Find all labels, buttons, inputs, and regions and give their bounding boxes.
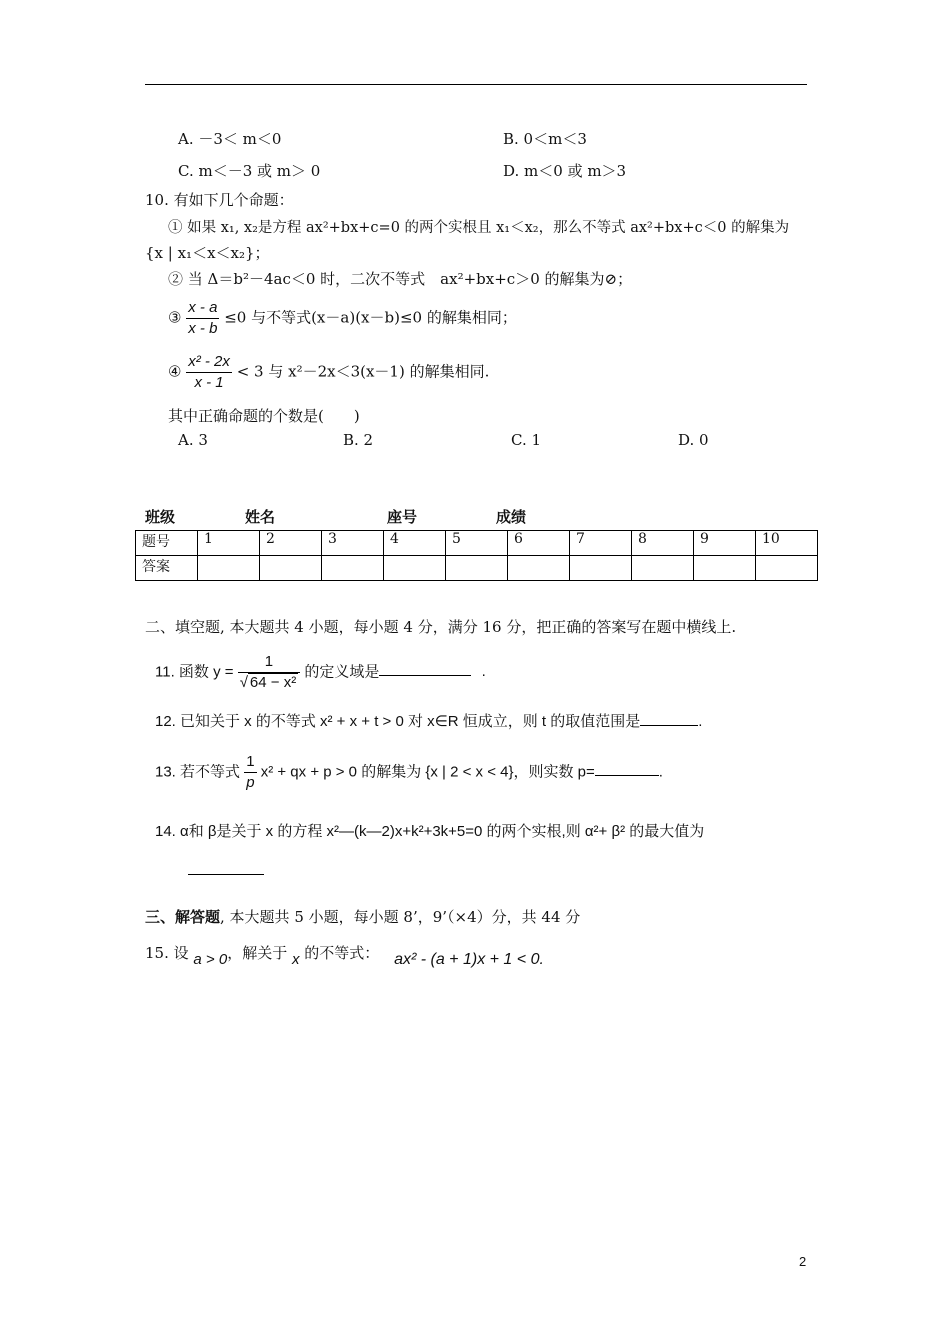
proposition-4-fraction — [186, 352, 232, 393]
question-number-cell: 7 — [570, 531, 632, 556]
q9-option-c: C. m＜－3 或 m＞ 0 — [178, 162, 321, 180]
fraction-numerator: x² - 2x — [186, 352, 232, 373]
page-number: 2 — [799, 1254, 807, 1269]
question-number-cell: 5 — [446, 531, 508, 556]
fraction-numerator: 1 — [238, 652, 301, 673]
question-number-cell: 9 — [694, 531, 756, 556]
answer-cell[interactable] — [384, 556, 446, 581]
q15-prefix: 15. 设 — [145, 944, 189, 962]
q10-proposition-3 — [168, 298, 517, 339]
q15-inequality: ax² - (a + 1)x + 1 < 0. — [394, 951, 544, 968]
row-head-question-number: 题号 — [136, 531, 198, 556]
question-number-cell: 6 — [508, 531, 570, 556]
question-number-cell: 1 — [198, 531, 260, 556]
q11-prefix: 11. 函数 y = — [155, 663, 234, 681]
fraction-denominator: √ 64 − x² — [239, 674, 297, 691]
question-number-cell: 2 — [260, 531, 322, 556]
q11-suffix: 的定义域是 — [304, 663, 380, 681]
q10-option-c: C. 1 — [511, 431, 542, 449]
proposition-4-text: < 3 与 x²－2x＜3(x－1) 的解集相同. — [236, 362, 490, 381]
q14-text: 14. α和 β是关于 x 的方程 x²—(k—2)x+k²+3k+5=0 的两个实根,则 α²+ β² 的最大值为 — [155, 823, 705, 840]
label-score: 成绩 — [496, 509, 527, 526]
q9-option-a: A. －3＜ m＜0 — [178, 130, 282, 148]
table-row-answers — [136, 556, 818, 581]
answer-cell[interactable] — [508, 556, 570, 581]
q10-proposition-2: ② 当 Δ＝b²－4ac＜0 时，二次不等式 ax²+bx+c＞0 的解集为⊘； — [168, 270, 633, 288]
label-class: 班级 — [145, 509, 176, 526]
q11-answer-blank[interactable] — [379, 661, 471, 676]
q10-option-d: D. 0 — [678, 431, 709, 449]
q15-variable: x — [291, 951, 300, 968]
section-3-title: 三、解答题 — [145, 909, 221, 926]
q15-mid: ，解关于 — [227, 944, 288, 962]
fraction-numerator: x - a — [186, 298, 219, 319]
q10-question: 其中正确命题的个数是( ) — [168, 407, 360, 425]
q10-option-b: B. 2 — [343, 431, 374, 449]
q12-text: 12. 已知关于 x 的不等式 x² + x + t > 0 对 x∈R 恒成立，则 t 的取值范围是 — [155, 713, 641, 730]
question-number-cell: 8 — [632, 531, 694, 556]
answer-cell[interactable] — [756, 556, 818, 581]
proposition-3-fraction — [186, 298, 219, 339]
header-rule — [145, 84, 807, 85]
q12-period: . — [698, 713, 703, 730]
q11-fraction — [238, 652, 301, 693]
answer-cell[interactable] — [446, 556, 508, 581]
q13-suffix: x² + qx + p > 0 的解集为 {x | 2 < x < 4}，则实数 p= — [260, 763, 595, 781]
label-seat: 座号 — [387, 509, 418, 526]
table-row-numbers — [136, 531, 818, 556]
q14-answer-blank[interactable] — [188, 860, 264, 875]
answer-cell[interactable] — [570, 556, 632, 581]
q13-fraction — [244, 752, 256, 793]
q9-option-b: B. 0＜m＜3 — [503, 130, 587, 148]
section-3-heading — [145, 906, 580, 927]
q13 — [155, 752, 663, 793]
q13-period: . — [658, 763, 663, 781]
section-2-heading: 二、填空题, 本大题共 4 小题，每小题 4 分，满分 16 分，把正确的答案写在题中横线上. — [145, 618, 737, 636]
q12 — [155, 710, 702, 731]
answer-cell[interactable] — [632, 556, 694, 581]
answer-table — [135, 530, 818, 581]
q11-period: . — [481, 663, 486, 681]
q13-prefix: 13. 若不等式 — [155, 763, 241, 781]
q10-proposition-1: ① 如果 x₁, x₂是方程 ax²+bx+c=0 的两个实根且 x₁＜x₂，那么不等式 ax²+bx+c＜0 的解集为 — [168, 220, 790, 236]
answer-cell[interactable] — [694, 556, 756, 581]
fraction-denominator: x - b — [188, 320, 218, 337]
q15-tail: 的不等式： — [304, 944, 380, 962]
question-number-cell: 4 — [384, 531, 446, 556]
answer-cell[interactable] — [322, 556, 384, 581]
fraction-denominator: p — [246, 774, 255, 791]
fraction-numerator: 1 — [244, 752, 256, 773]
q10-stem: 10. 有如下几个命题： — [145, 191, 294, 209]
answer-cell[interactable] — [198, 556, 260, 581]
q15-condition: a > 0 — [193, 951, 228, 968]
question-number-cell: 3 — [322, 531, 384, 556]
q10-proposition-4 — [168, 352, 489, 393]
q9-option-d: D. m＜0 或 m＞3 — [503, 162, 627, 180]
proposition-3-text: ≤0 与不等式(x－a)(x－b)≤0 的解集相同； — [224, 308, 517, 327]
q13-answer-blank[interactable] — [595, 761, 659, 776]
q12-answer-blank[interactable] — [640, 711, 698, 726]
proposition-4-marker: ④ — [168, 362, 182, 381]
label-name: 姓名 — [245, 509, 276, 526]
q11 — [155, 652, 486, 693]
proposition-3-marker: ③ — [168, 308, 182, 327]
q15 — [145, 942, 544, 968]
fraction-denominator: x - 1 — [194, 374, 224, 391]
q10-proposition-1-cont: {x | x₁＜x＜x₂}； — [145, 244, 270, 262]
q10-option-a: A. 3 — [178, 431, 208, 449]
row-head-answer: 答案 — [136, 556, 198, 581]
question-number-cell: 10 — [756, 531, 818, 556]
section-3-description: , 本大题共 5 小题，每小题 8’，9’（×4）分，共 44 分 — [220, 908, 581, 926]
answer-cell[interactable] — [260, 556, 322, 581]
sqrt-radicand: 64 − x² — [249, 674, 297, 691]
